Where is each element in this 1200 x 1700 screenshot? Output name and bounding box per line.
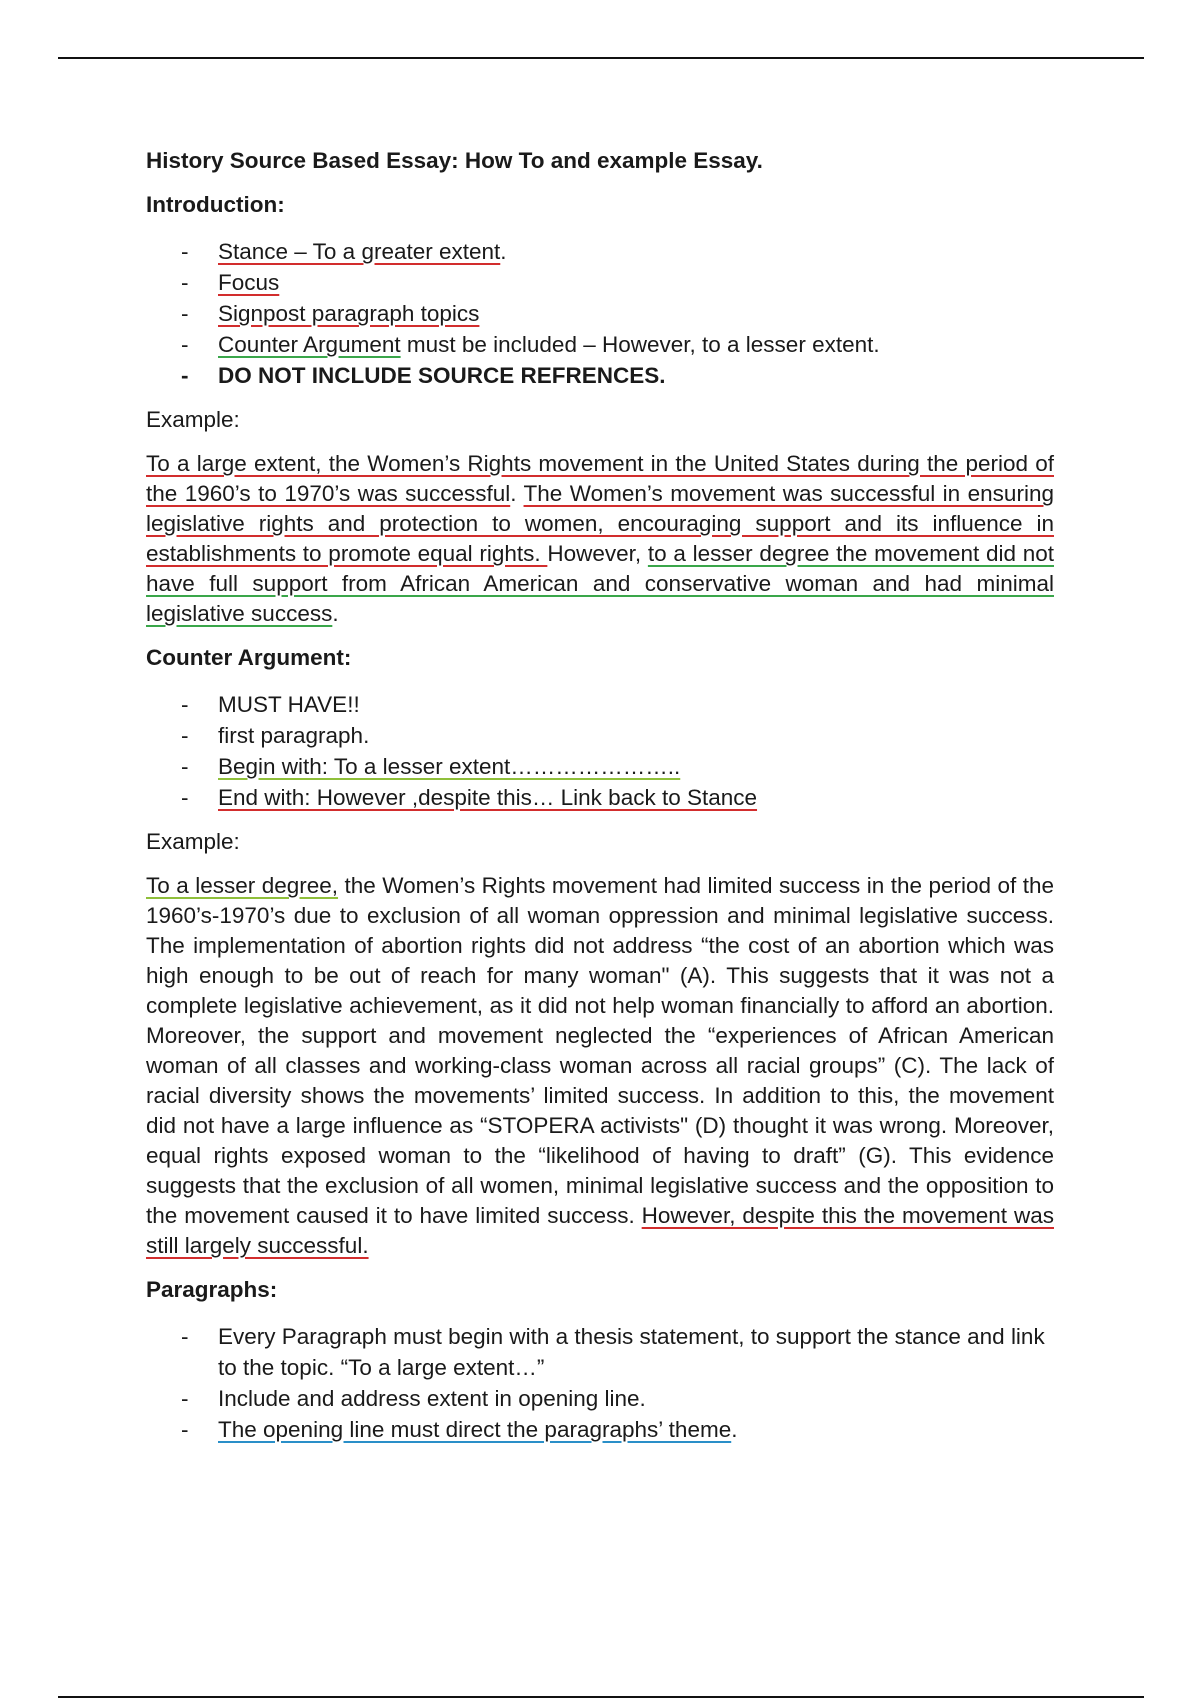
bullet-dash: - (181, 754, 189, 779)
list-item: - Signpost paragraph topics (146, 298, 1054, 329)
list-item: - Begin with: To a lesser extent………………….. (146, 751, 1054, 782)
bullet-dash: - (181, 1386, 189, 1411)
header-rule (58, 57, 1144, 59)
bullet-dash: - (181, 785, 189, 810)
list-item: - Every Paragraph must begin with a thesis statement, to support the stance and link to the topic. “To a large extent…” (146, 1321, 1054, 1383)
list-item: - DO NOT INCLUDE SOURCE REFRENCES. (146, 360, 1054, 391)
counter-argument-bullets (146, 689, 1054, 813)
paragraphs-heading: Paragraphs: (146, 1277, 278, 1302)
bullet-dash: - (181, 692, 189, 717)
example-label: Example: (146, 407, 240, 432)
list-item: - Stance – To a greater extent. (146, 236, 1054, 267)
introduction-bullets (146, 236, 1054, 391)
bullet-dash: - (181, 363, 189, 388)
list-item: - first paragraph. (146, 720, 1054, 751)
list-item: - End with: However ,despite this… Link back to Stance (146, 782, 1054, 813)
document-body (146, 146, 1054, 1459)
paragraphs-bullets (146, 1321, 1054, 1445)
introduction-example-paragraph: To a large extent, the Women’s Rights movement in the United States during the period of the 1960’s to 1970’s was successful. The Women’s movement was successful in ensuring legislative rights and protection to women, encouraging support and its influence in establishments to promote equal rights. However, to a lesser degree the movement did not have full support from African American and conservative woman and had minimal legislative success. (146, 451, 1054, 626)
bullet-dash: - (181, 1324, 189, 1349)
counter-argument-example-paragraph: To a lesser degree, the Women’s Rights movement had limited success in the period of the 1960’s-1970’s due to exclusion of all woman oppression and minimal legislative success. The implementation of abortion rights did not address “the cost of an abortion which was high enough to be out of reach for many woman" (A). This suggests that it was not a complete legislative achievement, as it did not help woman financially to afford an abortion. Moreover, the support and movement neglected the “experiences of African American woman of all classes and working-class woman across all racial groups” (C). The lack of racial diversity shows the movements’ limited success. In addition to this, the movement did not have a large influence as “STOPERA activists" (D) thought it was wrong. Moreover, equal rights exposed woman to the “likelihood of having to draft” (G). This evidence suggests that the exclusion of all women, minimal legislative success and the opposition to the movement caused it to have limited success. However, despite this the movement was still largely successful. (146, 873, 1054, 1258)
bullet-dash: - (181, 1417, 189, 1442)
bullet-dash: - (181, 723, 189, 748)
list-item: - Focus (146, 267, 1054, 298)
counter-argument-heading: Counter Argument: (146, 645, 352, 670)
list-item: - MUST HAVE!! (146, 689, 1054, 720)
bullet-dash: - (181, 270, 189, 295)
bullet-dash: - (181, 239, 189, 264)
bullet-dash: - (181, 301, 189, 326)
list-item: - Include and address extent in opening line. (146, 1383, 1054, 1414)
list-item: - Counter Argument must be included – However, to a lesser extent. (146, 329, 1054, 360)
document-title: History Source Based Essay: How To and example Essay. (146, 148, 763, 173)
example-label: Example: (146, 829, 240, 854)
introduction-heading: Introduction: (146, 192, 285, 217)
bullet-dash: - (181, 332, 189, 357)
list-item: - The opening line must direct the paragraphs’ theme. (146, 1414, 1054, 1445)
footer-rule (58, 1696, 1144, 1698)
